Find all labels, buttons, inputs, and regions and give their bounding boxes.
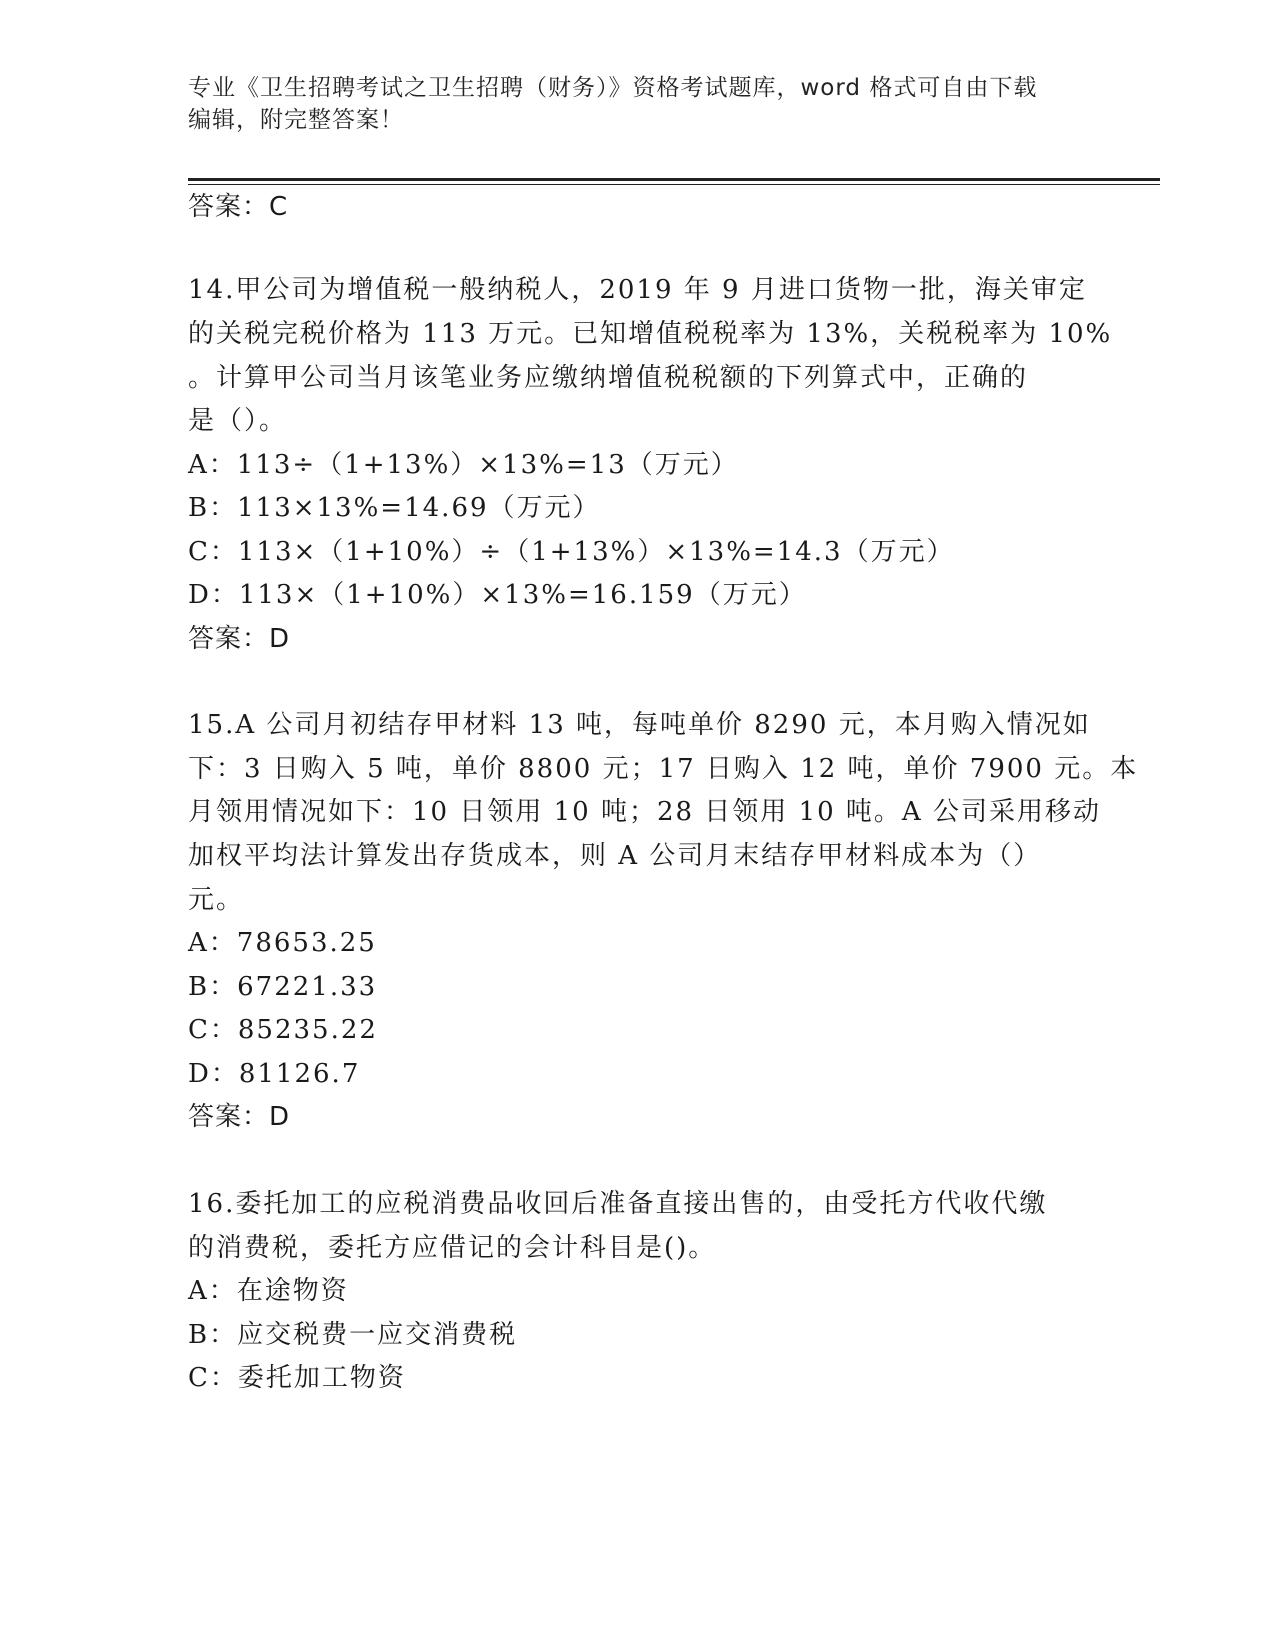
header-line-1: 专业《卫生招聘考试之卫生招聘（财务）》资格考试题库，word 格式可自由下载 <box>188 75 1038 101</box>
q14-answer: 答案：D <box>188 624 291 654</box>
q14-text-line-1: 14.甲公司为增值税一般纳税人，2019 年 9 月进口货物一批，海关审定 <box>188 275 1087 305</box>
q14-text-line-4: 是（）。 <box>188 406 288 436</box>
header-line-2: 编辑，附完整答案！ <box>188 107 404 133</box>
q14-text-line-2: 的关税完税价格为 113 万元。已知增值税税率为 13%，关税税率为 10% <box>188 319 1113 349</box>
q14-option-c: C：113×（1+10%）÷（1+13%）×13%=14.3（万元） <box>188 537 955 567</box>
q16-text-line-2: 的消费税，委托方应借记的会计科目是()。 <box>188 1233 717 1263</box>
q16-text-line-1: 16.委托加工的应税消费品收回后准备直接出售的，由受托方代收代缴 <box>188 1189 1048 1219</box>
q14-option-a: A：113÷（1+13%）×13%=13（万元） <box>188 450 739 480</box>
q15-answer: 答案：D <box>188 1102 291 1132</box>
q15-option-c: C：85235.22 <box>188 1015 378 1045</box>
header-rule-thick <box>188 178 1160 181</box>
q15-option-d: D：81126.7 <box>188 1059 361 1089</box>
q16-option-b: B：应交税费一应交消费税 <box>188 1320 518 1350</box>
q15-text-line-2: 下：3 日购入 5 吨，单价 8800 元；17 日购入 12 吨，单价 7900 元。本 <box>188 754 1139 784</box>
q14-option-d: D：113×（1+10%）×13%=16.159（万元） <box>188 580 807 610</box>
q15-text-line-1: 15.A 公司月初结存甲材料 13 吨，每吨单价 8290 元，本月购入情况如 <box>188 710 1091 740</box>
q14-text-line-3: 。计算甲公司当月该笔业务应缴纳增值税税额的下列算式中，正确的 <box>188 363 1029 393</box>
q15-text-line-5: 元。 <box>188 885 245 915</box>
header-rule-thin <box>188 184 1160 185</box>
q15-text-line-4: 加权平均法计算发出存货成本，则 A 公司月末结存甲材料成本为（） <box>188 841 1042 871</box>
q14-option-b: B：113×13%=14.69（万元） <box>188 493 601 523</box>
q16-option-c: C：委托加工物资 <box>188 1363 406 1393</box>
q15-text-line-3: 月领用情况如下：10 日领用 10 吨；28 日领用 10 吨。A 公司采用移动 <box>188 797 1101 827</box>
q15-option-a: A：78653.25 <box>188 928 377 958</box>
document-header <box>188 72 1078 136</box>
previous-answer: 答案：C <box>188 192 289 222</box>
q16-option-a: A：在途物资 <box>188 1276 349 1306</box>
q15-option-b: B：67221.33 <box>188 972 378 1002</box>
